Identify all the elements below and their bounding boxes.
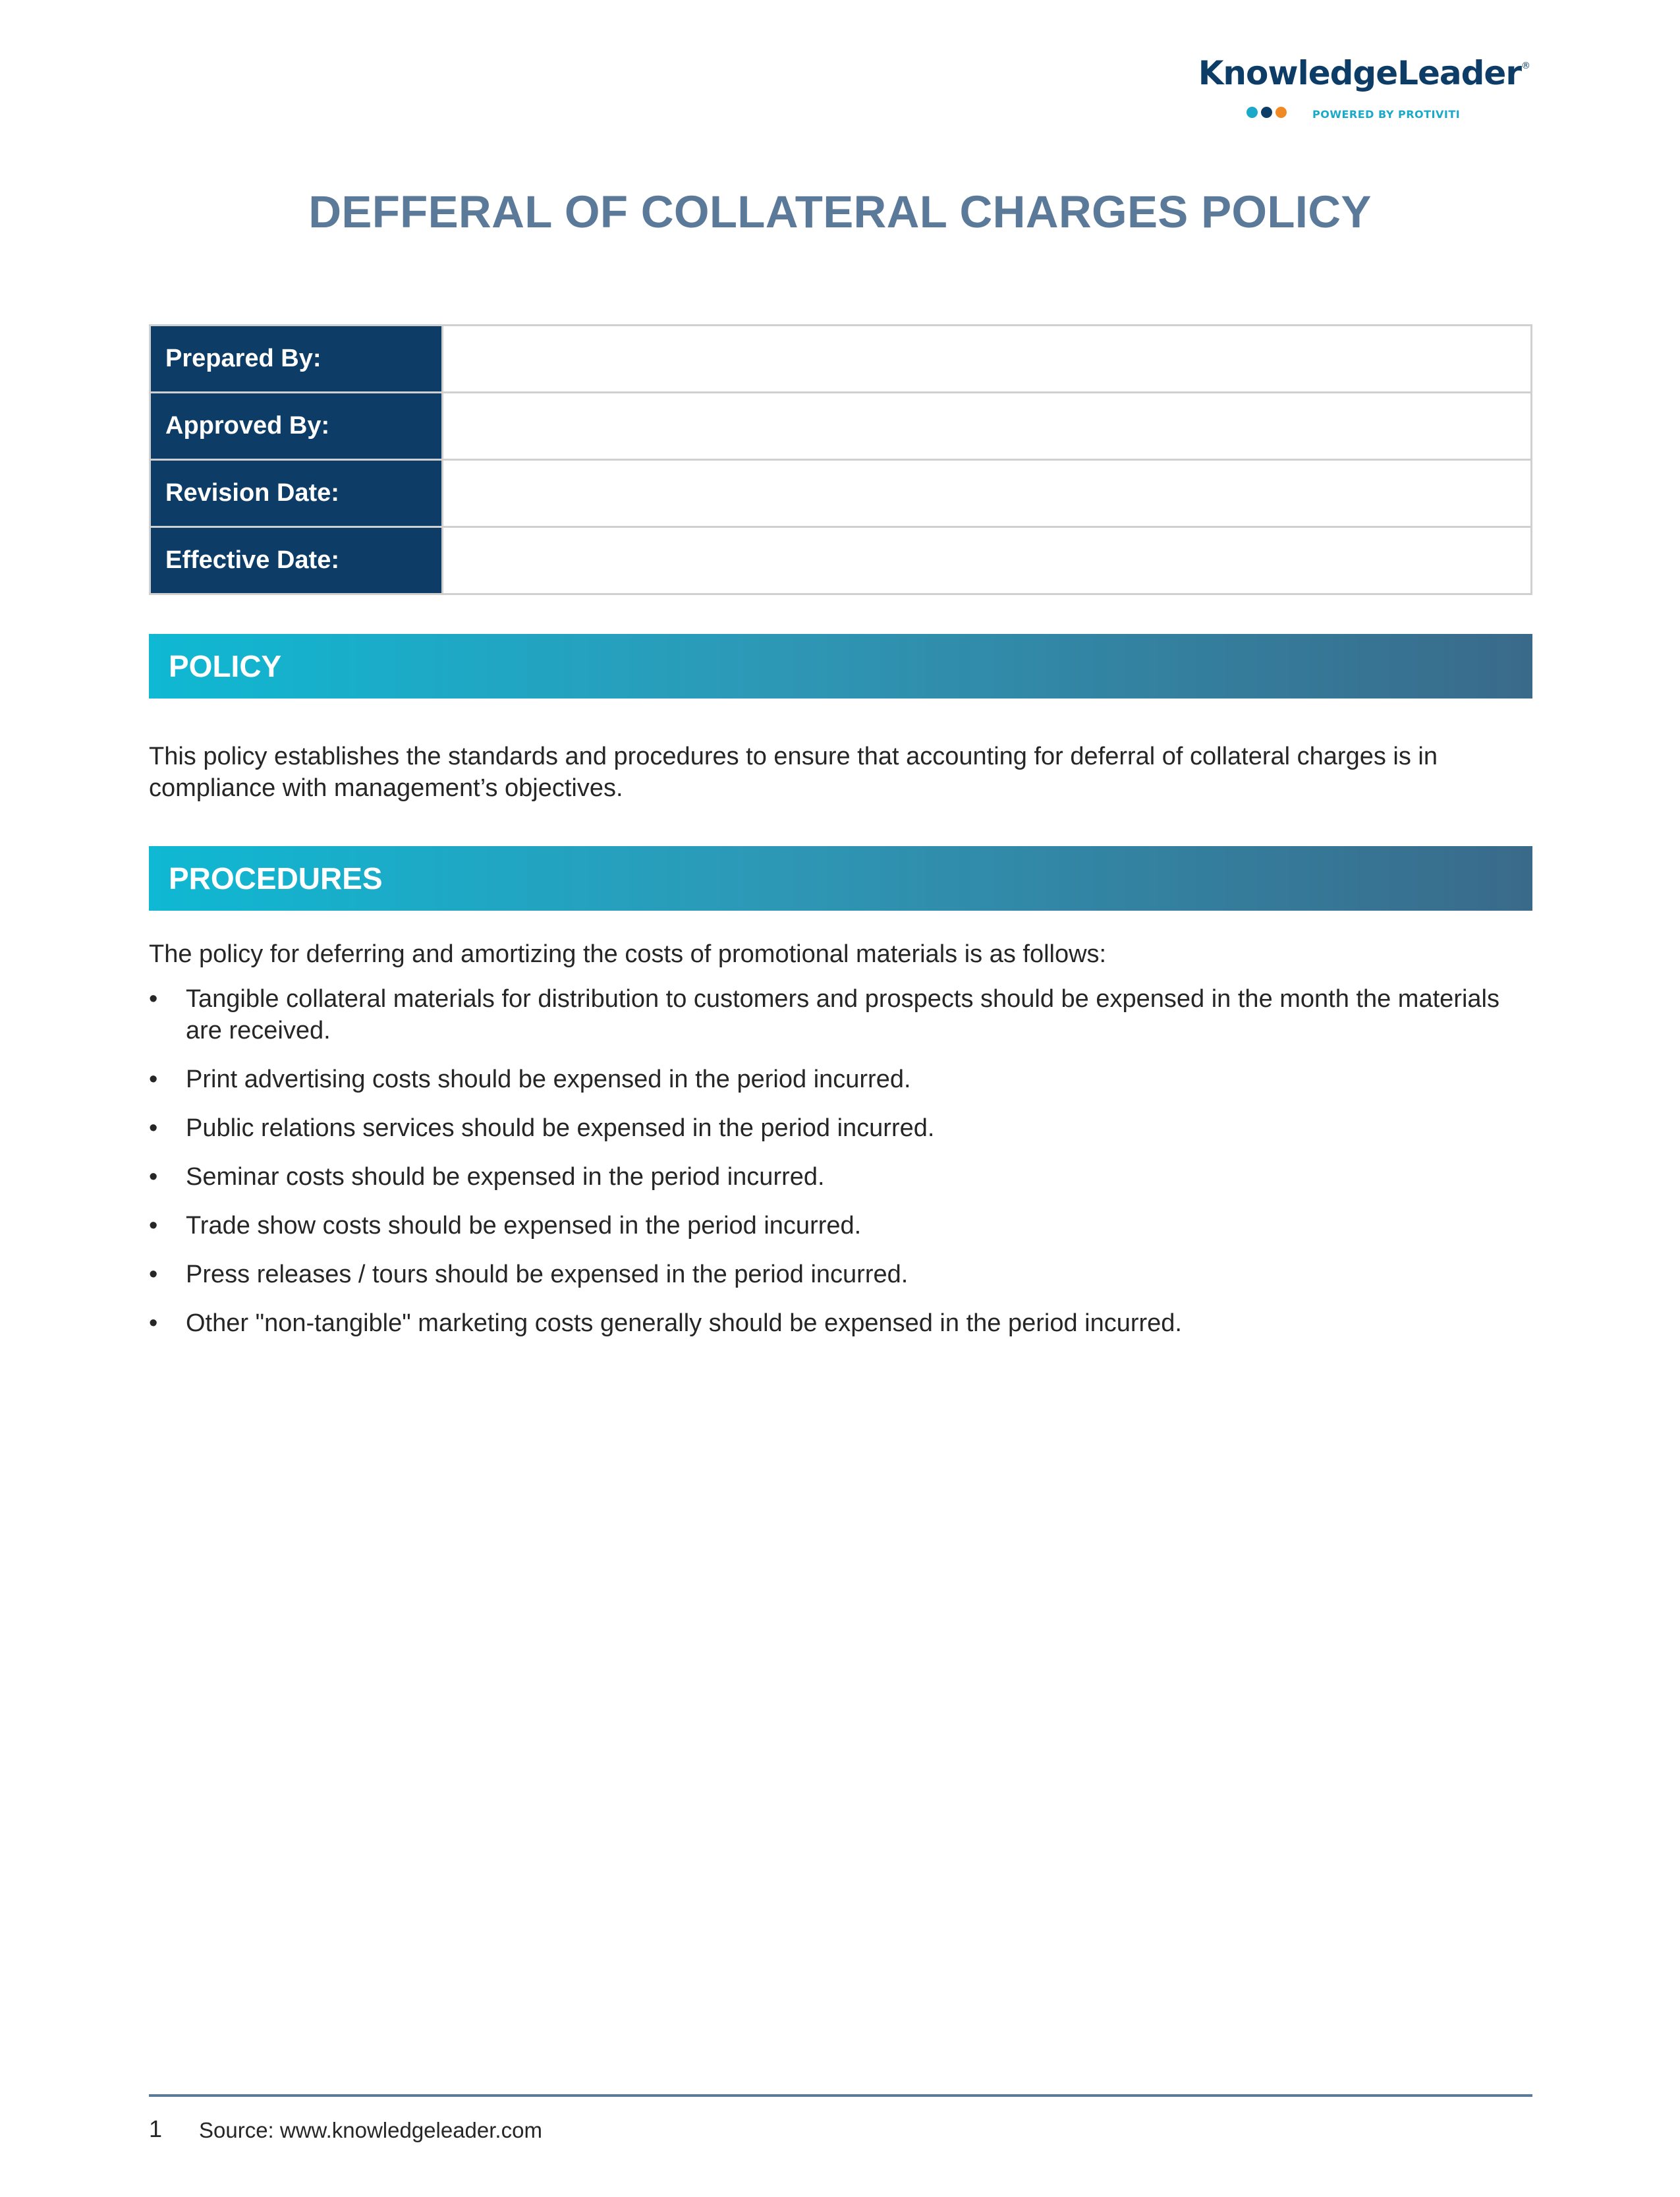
revision-date-value xyxy=(443,460,1532,527)
list-item-text: Print advertising costs should be expensed in the period incurred. xyxy=(186,1066,911,1093)
approved-by-row xyxy=(150,393,1532,460)
effective-date-row xyxy=(150,527,1532,594)
prepared-by-row xyxy=(150,326,1532,393)
logo-wordmark xyxy=(1198,54,1530,92)
logo-tagline: POWERED BY PROTIVITI xyxy=(1312,108,1461,121)
procedures-list xyxy=(149,983,1539,1356)
bullet-icon: • xyxy=(149,1163,158,1191)
policy-text: This policy establishes the standards and procedures to ensure that accounting for deferral of collateral charges is in compliance with management’s objectives. xyxy=(149,743,1438,802)
revision-date-label: Revision Date: xyxy=(150,460,443,527)
list-item-text: Public relations services should be expensed in the period incurred. xyxy=(186,1114,935,1142)
effective-date-value xyxy=(443,527,1532,594)
procedures-intro: The policy for deferring and amortizing the costs of promotional materials is as follows: xyxy=(149,940,1107,968)
logo-dot-teal xyxy=(1246,107,1258,118)
approved-by-label: Approved By: xyxy=(150,393,443,460)
list-item-text: Seminar costs should be expensed in the period incurred. xyxy=(186,1163,825,1191)
bullet-icon: • xyxy=(149,1309,158,1337)
document-title: DEFFERAL OF COLLATERAL CHARGES POLICY xyxy=(308,186,1372,237)
bullet-icon: • xyxy=(149,1212,158,1240)
effective-date-label: Effective Date: xyxy=(150,527,443,594)
footer-divider xyxy=(149,2094,1532,2097)
logo-wordmark-text: KnowledgeLeader xyxy=(1198,54,1521,92)
list-item xyxy=(149,1161,1539,1193)
list-item xyxy=(149,1112,1539,1144)
list-item xyxy=(149,1307,1539,1339)
page-number: 1 xyxy=(149,2115,163,2142)
list-item xyxy=(149,1259,1539,1290)
document-info-table xyxy=(149,324,1532,595)
list-item xyxy=(149,1210,1539,1241)
list-item xyxy=(149,983,1539,1046)
revision-date-row xyxy=(150,460,1532,527)
prepared-by-label: Prepared By: xyxy=(150,326,443,393)
list-item-text: Other "non-tangible" marketing costs generally should be expensed in the period incurred. xyxy=(186,1309,1182,1337)
bullet-icon: • xyxy=(149,1261,158,1288)
policy-section-heading: POLICY xyxy=(149,634,1532,699)
bullet-icon: • xyxy=(149,985,158,1013)
footer-source: Source: www.knowledgeleader.com xyxy=(199,2118,542,2142)
list-item-text: Press releases / tours should be expensed in the period incurred. xyxy=(186,1261,909,1288)
knowledgeleader-logo xyxy=(1187,54,1530,127)
list-item-text: Trade show costs should be expensed in the period incurred. xyxy=(186,1212,862,1240)
list-item-text: Tangible collateral materials for distribution to customers and prospects should be expensed in the month the materials are received. xyxy=(186,985,1499,1044)
bullet-icon: • xyxy=(149,1114,158,1142)
procedures-section-heading: PROCEDURES xyxy=(149,846,1532,911)
logo-dot-navy xyxy=(1261,107,1272,118)
logo-trademark: ® xyxy=(1521,61,1530,71)
logo-dot-orange xyxy=(1275,107,1287,118)
bullet-icon: • xyxy=(149,1066,158,1093)
list-item xyxy=(149,1064,1539,1095)
prepared-by-value xyxy=(443,326,1532,393)
approved-by-value xyxy=(443,393,1532,460)
logo-dots-icon xyxy=(1246,107,1287,118)
